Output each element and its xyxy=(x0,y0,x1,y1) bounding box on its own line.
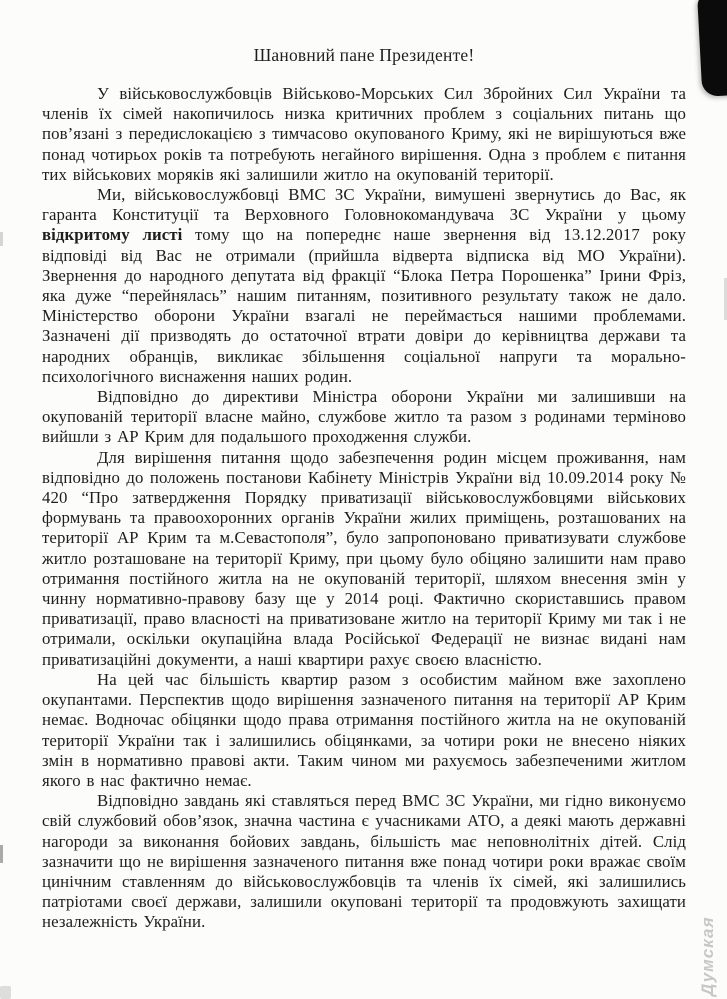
letter-salutation: Шановний пане Президенте! xyxy=(253,45,475,65)
scan-noise xyxy=(0,845,3,863)
text-run: На цей час більшість квартир разом з особистим майном вже захоплено окупантами. Перспектив щодо вирішення зазначеного питання на території АР Крим немає. Водночас обіцянки щодо права отримання постійного житла на не окупованій території України так і залишились обіцянками, за чотири роки не внесено ніяких змін в нормативно правові акти. Таким чином ми рахуємось забезпеченими житлом якого в нас фактично немає. xyxy=(42,669,686,790)
letter-paragraph xyxy=(42,84,686,185)
letter-paragraph xyxy=(42,387,686,448)
text-run: У військовослужбовців Військово-Морських Сил Збройних Сил України та членів їх сімей накопичилось низка критичних проблем з соціальних питань що пов’язані з передислокацією з тимчасово окупованого Криму, які не вирішуються вже понад чотирьох років та потребують негайного вирішення. Одна з проблем є питання тих військових моряків які залишили житло на окупованій території. xyxy=(42,84,686,184)
letter-paragraph xyxy=(42,791,686,932)
text-run: тому що на попереднє наше звернення від 13.12.2017 року відповіді від Вас не отримали (прийшла відверта відписка від МО України). Звернення до народного депутата від фракції “Блока Петра Порошенка” Ірини Фріз, яка дуже “перейнялась” нашим питанням, позитивного результату також не дало. Міністерство оборони України взагалі не переймається нашими проблемами. Зазначені дії призводять до остаточної втрати довіри до керівництва держави та народних обранців, викликає збільшення соціальної напруги та морально-психологічного виснаження наших родин. xyxy=(42,225,687,386)
text-run: відкритому листі xyxy=(42,225,183,245)
text-run: Відповідно завдань які ставляться перед ВМС ЗС України, ми гідно виконуємо свій службовий обов’язок, значна частина є учасниками АТО, а деякі мають державні нагороди за виконання бойових завдань, більшість має неповнолітніх дітей. Слід зазначити що не вирішення зазначеного питання вже понад чотири роки вражає своїм цинічним ставленням до військовослужбовців та членів їх сімей, які залишились патріотами своєї держави, залишили окуповані території та продовжують захищати незалежність України. xyxy=(42,791,686,932)
letter-paragraph xyxy=(42,448,686,670)
watermark: Думская xyxy=(698,916,717,996)
text-run: Для вирішення питання щодо забезпечення родин місцем проживання, нам відповідно до положень постанови Кабінету Міністрів України від 10.09.2014 року № 420 “Про затвердження Порядку приватизації військовослужбовцями військових формувань та правоохоронних органів України жилих приміщень, розташованих на території АР Крим та м.Севастополя”, було запропоновано приватизувати службове житло розташоване на території Криму, при цьому було обіцяно залишити нам право отримання постійного житла на не окупованій території, шляхом внесення змін у чинну нормативно-правову базу ще у 2014 році. Фактично скориставшись правом приватизації, право власності на приватизоване житло на території Криму ми так і не отримали, оскільки окупаційна влада Російської Федерації не визнає видані нам приватизаційні документи, а наші квартири рахує своєю власністю. xyxy=(42,447,686,669)
letter-body xyxy=(42,84,686,933)
scan-noise xyxy=(0,232,3,246)
text-run: Відповідно до директиви Міністра оборони України ми залишивши на окупованій території власне майно, службове житло та разом з родинами терміново вийшли з АР Крим для подальшого проходження служби. xyxy=(42,387,686,447)
letter-paragraph xyxy=(42,185,686,387)
text-run: Ми, військовослужбовці ВМС ЗС України, вимушені звернутись до Вас, як гаранта Конституції та Верховного Головнокомандувача ЗС України у цьому xyxy=(42,185,686,225)
letter-paragraph xyxy=(42,670,686,791)
scan-corner-artifact xyxy=(697,0,727,97)
scan-noise xyxy=(0,986,11,999)
